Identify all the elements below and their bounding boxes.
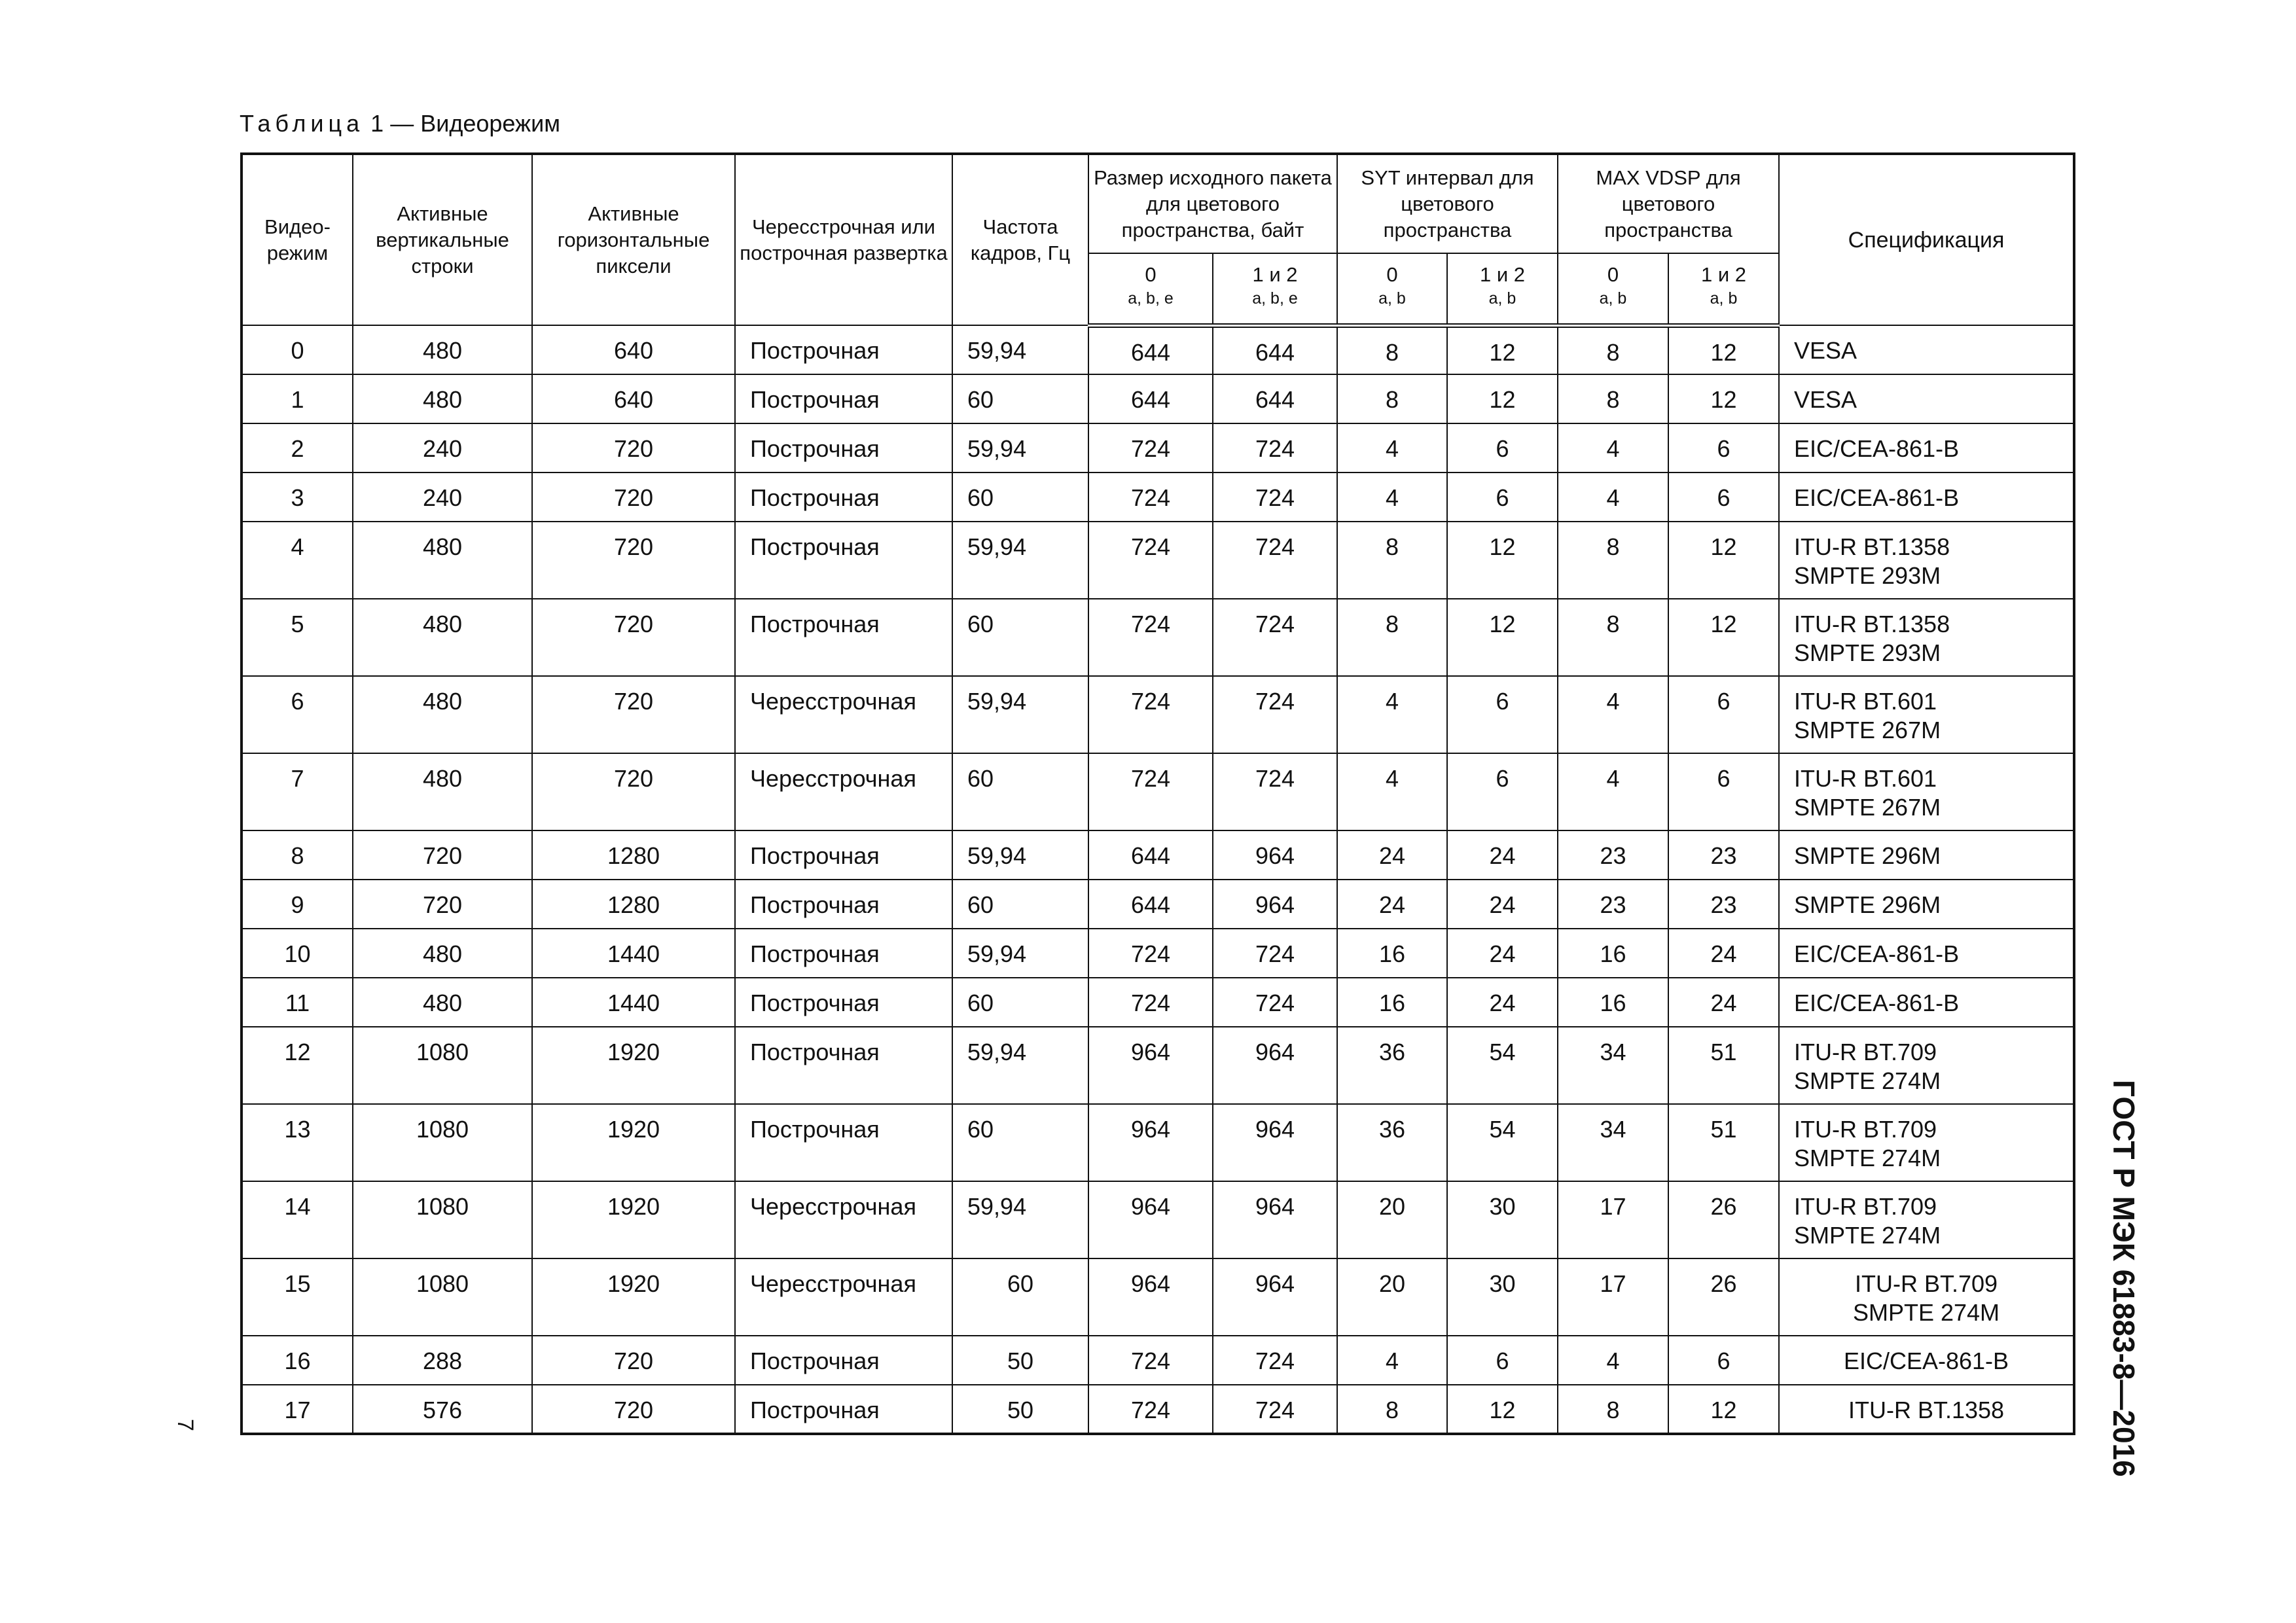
specification-line: SMPTE 267M (1794, 794, 1941, 821)
cell-fps: 59,94 (952, 830, 1088, 880)
specification-line: SMPTE 293M (1794, 562, 1941, 589)
cell-syt-0: 24 (1337, 830, 1447, 880)
subheader-label: 0 (1607, 263, 1619, 286)
cell-syt-1-2: 12 (1447, 325, 1558, 374)
cell-packet-1-2: 964 (1213, 1104, 1337, 1181)
cell-scan: Построчная (735, 473, 952, 522)
cell-packet-1-2: 724 (1213, 423, 1337, 473)
cell-horizontal: 720 (532, 423, 735, 473)
cell-vdsp-1-2: 26 (1668, 1258, 1779, 1336)
cell-vdsp-1-2: 12 (1668, 374, 1779, 423)
cell-vertical: 720 (353, 830, 532, 880)
cell-vdsp-1-2: 24 (1668, 978, 1779, 1027)
subheader-syt-1-2 (1447, 253, 1558, 325)
cell-fps: 60 (952, 978, 1088, 1027)
specification-line: EIC/CEA-861-B (1794, 435, 1960, 462)
cell-fps: 60 (952, 473, 1088, 522)
cell-vdsp-0: 8 (1558, 522, 1668, 599)
specification-line: VESA (1794, 386, 1857, 413)
cell-mode: 10 (242, 929, 353, 978)
cell-horizontal: 720 (532, 599, 735, 676)
cell-fps: 59,94 (952, 522, 1088, 599)
cell-packet-0: 644 (1088, 830, 1213, 880)
cell-vertical: 480 (353, 599, 532, 676)
cell-fps: 59,94 (952, 423, 1088, 473)
cell-scan: Построчная (735, 325, 952, 374)
cell-syt-1-2: 24 (1447, 830, 1558, 880)
subheader-packet-1-2 (1213, 253, 1337, 325)
cell-vertical: 480 (353, 374, 532, 423)
cell-syt-1-2: 30 (1447, 1181, 1558, 1258)
header-frame-rate: Частота кадров, Гц (952, 154, 1088, 325)
cell-mode: 15 (242, 1258, 353, 1336)
subheader-note: a, b, e (1252, 289, 1298, 308)
cell-packet-0: 724 (1088, 1385, 1213, 1434)
specification-line: SMPTE 296M (1794, 891, 1941, 918)
cell-mode: 1 (242, 374, 353, 423)
cell-vdsp-1-2: 12 (1668, 325, 1779, 374)
cell-vertical: 480 (353, 753, 532, 830)
table-row (242, 1258, 2074, 1336)
cell-mode: 16 (242, 1336, 353, 1385)
cell-vdsp-0: 8 (1558, 374, 1668, 423)
cell-vdsp-1-2: 12 (1668, 522, 1779, 599)
cell-vdsp-1-2: 6 (1668, 753, 1779, 830)
cell-packet-1-2: 724 (1213, 522, 1337, 599)
cell-horizontal: 1280 (532, 880, 735, 929)
cell-syt-0: 8 (1337, 522, 1447, 599)
cell-syt-0: 8 (1337, 1385, 1447, 1434)
cell-fps: 50 (952, 1385, 1088, 1434)
cell-fps: 59,94 (952, 1181, 1088, 1258)
table-row (242, 325, 2074, 374)
specification-line: ITU-R BT.1358 (1794, 533, 1950, 560)
table-row (242, 599, 2074, 676)
caption-label: Таблица (240, 110, 365, 137)
cell-specification (1779, 522, 2074, 599)
cell-syt-0: 8 (1337, 599, 1447, 676)
cell-fps: 60 (952, 1258, 1088, 1336)
cell-horizontal: 1920 (532, 1104, 735, 1181)
subheader-syt-0 (1337, 253, 1447, 325)
table-row (242, 880, 2074, 929)
cell-scan: Построчная (735, 880, 952, 929)
specification-line: SMPTE 274M (1794, 1067, 1941, 1094)
cell-specification (1779, 1385, 2074, 1434)
cell-syt-1-2: 12 (1447, 599, 1558, 676)
cell-specification (1779, 423, 2074, 473)
cell-packet-0: 964 (1088, 1104, 1213, 1181)
cell-syt-0: 20 (1337, 1258, 1447, 1336)
cell-packet-1-2: 724 (1213, 599, 1337, 676)
cell-packet-1-2: 964 (1213, 1181, 1337, 1258)
cell-vertical: 480 (353, 325, 532, 374)
cell-fps: 60 (952, 1104, 1088, 1181)
table-row (242, 830, 2074, 880)
specification-line: ITU-R BT.1358 (1794, 611, 1950, 637)
subheader-label: 1 и 2 (1479, 263, 1526, 286)
subheader-label: 1 и 2 (1252, 263, 1298, 286)
cell-vertical: 1080 (353, 1027, 532, 1104)
cell-packet-1-2: 724 (1213, 1385, 1337, 1434)
cell-syt-0: 4 (1337, 1336, 1447, 1385)
cell-packet-0: 964 (1088, 1258, 1213, 1336)
specification-line: ITU-R BT.709 (1794, 1193, 1937, 1220)
cell-mode: 17 (242, 1385, 353, 1434)
cell-scan: Чересстрочная (735, 753, 952, 830)
specification-line: ITU-R BT.1358 (1848, 1397, 2005, 1423)
cell-vdsp-0: 34 (1558, 1104, 1668, 1181)
subheader-vdsp-1-2 (1668, 253, 1779, 325)
cell-mode: 5 (242, 599, 353, 676)
specification-line: ITU-R BT.709 (1794, 1039, 1937, 1065)
cell-scan: Чересстрочная (735, 1181, 952, 1258)
table-row (242, 1027, 2074, 1104)
cell-mode: 2 (242, 423, 353, 473)
caption-number: 1 (370, 110, 384, 137)
cell-specification (1779, 1104, 2074, 1181)
cell-horizontal: 720 (532, 753, 735, 830)
header-specification: Спецификация (1779, 154, 2074, 325)
cell-vdsp-1-2: 12 (1668, 1385, 1779, 1434)
cell-mode: 13 (242, 1104, 353, 1181)
cell-vdsp-1-2: 24 (1668, 929, 1779, 978)
table-row (242, 522, 2074, 599)
specification-line: VESA (1794, 337, 1857, 364)
cell-horizontal: 1440 (532, 929, 735, 978)
cell-fps: 59,94 (952, 1027, 1088, 1104)
cell-packet-0: 724 (1088, 929, 1213, 978)
table-row (242, 423, 2074, 473)
cell-specification (1779, 325, 2074, 374)
cell-mode: 4 (242, 522, 353, 599)
cell-vdsp-0: 17 (1558, 1181, 1668, 1258)
cell-vdsp-0: 16 (1558, 929, 1668, 978)
cell-scan: Построчная (735, 1385, 952, 1434)
caption-dash: — (390, 110, 414, 137)
cell-vdsp-1-2: 6 (1668, 473, 1779, 522)
specification-line: EIC/CEA-861-B (1794, 484, 1960, 511)
cell-vdsp-0: 34 (1558, 1027, 1668, 1104)
cell-specification (1779, 676, 2074, 753)
cell-horizontal: 1920 (532, 1258, 735, 1336)
cell-packet-0: 644 (1088, 325, 1213, 374)
table-row (242, 374, 2074, 423)
cell-packet-0: 724 (1088, 522, 1213, 599)
cell-horizontal: 640 (532, 325, 735, 374)
cell-packet-0: 724 (1088, 753, 1213, 830)
cell-packet-1-2: 724 (1213, 978, 1337, 1027)
table-row (242, 1336, 2074, 1385)
specification-line: SMPTE 293M (1794, 639, 1941, 666)
specification-line: EIC/CEA-861-B (1843, 1347, 2009, 1374)
header-syt-interval: SYT интервал для цветового пространства (1337, 154, 1558, 253)
subheader-packet-0 (1088, 253, 1213, 325)
cell-vertical: 240 (353, 473, 532, 522)
cell-specification (1779, 1181, 2074, 1258)
specification-line: ITU-R BT.601 (1794, 688, 1937, 715)
header-vertical-lines: Активные вертикальные строки (353, 154, 532, 325)
cell-packet-0: 964 (1088, 1181, 1213, 1258)
cell-vertical: 720 (353, 880, 532, 929)
cell-packet-0: 964 (1088, 1027, 1213, 1104)
cell-syt-0: 36 (1337, 1104, 1447, 1181)
cell-vdsp-0: 4 (1558, 1336, 1668, 1385)
cell-fps: 60 (952, 753, 1088, 830)
cell-vdsp-0: 8 (1558, 599, 1668, 676)
cell-horizontal: 720 (532, 676, 735, 753)
cell-vdsp-1-2: 23 (1668, 880, 1779, 929)
cell-fps: 59,94 (952, 929, 1088, 978)
cell-packet-0: 724 (1088, 599, 1213, 676)
cell-syt-1-2: 30 (1447, 1258, 1558, 1336)
cell-scan: Чересстрочная (735, 1258, 952, 1336)
cell-syt-1-2: 54 (1447, 1027, 1558, 1104)
cell-scan: Построчная (735, 522, 952, 599)
cell-mode: 7 (242, 753, 353, 830)
cell-vdsp-0: 4 (1558, 753, 1668, 830)
cell-syt-0: 4 (1337, 676, 1447, 753)
cell-packet-1-2: 644 (1213, 325, 1337, 374)
cell-vertical: 480 (353, 522, 532, 599)
cell-horizontal: 720 (532, 473, 735, 522)
subheader-note: a, b (1599, 289, 1627, 308)
header-packet-size: Размер исходного пакета для цветового пространства, байт (1088, 154, 1337, 253)
specification-line: SMPTE 267M (1794, 717, 1941, 743)
cell-specification (1779, 978, 2074, 1027)
cell-vertical: 576 (353, 1385, 532, 1434)
cell-syt-1-2: 12 (1447, 1385, 1558, 1434)
cell-scan: Построчная (735, 599, 952, 676)
cell-scan: Построчная (735, 830, 952, 880)
cell-specification (1779, 880, 2074, 929)
specification-line: EIC/CEA-861-B (1794, 940, 1960, 967)
cell-specification (1779, 374, 2074, 423)
cell-mode: 0 (242, 325, 353, 374)
cell-vdsp-1-2: 12 (1668, 599, 1779, 676)
cell-vertical: 240 (353, 423, 532, 473)
cell-vertical: 480 (353, 676, 532, 753)
cell-packet-0: 724 (1088, 1336, 1213, 1385)
cell-syt-1-2: 6 (1447, 676, 1558, 753)
cell-syt-1-2: 6 (1447, 473, 1558, 522)
cell-vertical: 480 (353, 978, 532, 1027)
cell-vdsp-0: 4 (1558, 423, 1668, 473)
cell-syt-0: 20 (1337, 1181, 1447, 1258)
cell-specification (1779, 929, 2074, 978)
header-video-mode: Видео-режим (242, 154, 353, 325)
cell-horizontal: 720 (532, 1385, 735, 1434)
cell-syt-0: 4 (1337, 473, 1447, 522)
cell-fps: 59,94 (952, 325, 1088, 374)
cell-specification (1779, 1336, 2074, 1385)
cell-vdsp-0: 4 (1558, 676, 1668, 753)
cell-packet-0: 724 (1088, 978, 1213, 1027)
cell-specification (1779, 1258, 2074, 1336)
cell-vdsp-1-2: 6 (1668, 423, 1779, 473)
specification-line: ITU-R BT.601 (1794, 765, 1937, 792)
cell-syt-1-2: 12 (1447, 522, 1558, 599)
cell-vertical: 288 (353, 1336, 532, 1385)
cell-vdsp-0: 23 (1558, 830, 1668, 880)
cell-horizontal: 1440 (532, 978, 735, 1027)
cell-vdsp-0: 17 (1558, 1258, 1668, 1336)
cell-scan: Построчная (735, 374, 952, 423)
subheader-note: a, b (1488, 289, 1516, 308)
table-row (242, 1104, 2074, 1181)
cell-packet-1-2: 724 (1213, 473, 1337, 522)
cell-packet-1-2: 964 (1213, 1027, 1337, 1104)
table-row (242, 1385, 2074, 1434)
cell-packet-0: 724 (1088, 676, 1213, 753)
cell-packet-1-2: 644 (1213, 374, 1337, 423)
header-scan-type: Чересстрочная или построчная развертка (735, 154, 952, 325)
cell-fps: 60 (952, 599, 1088, 676)
cell-scan: Построчная (735, 1104, 952, 1181)
cell-vertical: 1080 (353, 1104, 532, 1181)
caption-title: Видеорежим (420, 110, 560, 137)
cell-packet-1-2: 724 (1213, 1336, 1337, 1385)
cell-specification (1779, 830, 2074, 880)
cell-specification (1779, 753, 2074, 830)
cell-vdsp-1-2: 6 (1668, 676, 1779, 753)
cell-syt-0: 16 (1337, 978, 1447, 1027)
subheader-vdsp-0 (1558, 253, 1668, 325)
cell-syt-1-2: 6 (1447, 423, 1558, 473)
cell-vdsp-1-2: 6 (1668, 1336, 1779, 1385)
specification-line: SMPTE 274M (1794, 1145, 1941, 1171)
cell-horizontal: 720 (532, 1336, 735, 1385)
cell-packet-1-2: 964 (1213, 830, 1337, 880)
cell-vdsp-0: 8 (1558, 1385, 1668, 1434)
cell-specification (1779, 473, 2074, 522)
specification-line: SMPTE 274M (1852, 1299, 2000, 1326)
cell-packet-1-2: 724 (1213, 676, 1337, 753)
subheader-note: a, b, e (1128, 289, 1174, 308)
specification-line: SMPTE 274M (1794, 1222, 1941, 1249)
cell-syt-1-2: 24 (1447, 929, 1558, 978)
cell-vdsp-1-2: 23 (1668, 830, 1779, 880)
cell-mode: 14 (242, 1181, 353, 1258)
table-caption (240, 110, 560, 137)
cell-scan: Построчная (735, 978, 952, 1027)
cell-vdsp-1-2: 51 (1668, 1027, 1779, 1104)
subheader-note: a, b (1378, 289, 1406, 308)
cell-vertical: 1080 (353, 1258, 532, 1336)
cell-mode: 9 (242, 880, 353, 929)
specification-line: ITU-R BT.709 (1794, 1116, 1937, 1143)
cell-horizontal: 640 (532, 374, 735, 423)
cell-syt-1-2: 12 (1447, 374, 1558, 423)
cell-vdsp-0: 4 (1558, 473, 1668, 522)
cell-syt-0: 36 (1337, 1027, 1447, 1104)
cell-vertical: 1080 (353, 1181, 532, 1258)
cell-mode: 6 (242, 676, 353, 753)
cell-vdsp-0: 8 (1558, 325, 1668, 374)
specification-line: EIC/CEA-861-B (1794, 990, 1960, 1016)
cell-syt-1-2: 6 (1447, 753, 1558, 830)
cell-syt-1-2: 24 (1447, 880, 1558, 929)
cell-scan: Построчная (735, 1027, 952, 1104)
cell-scan: Построчная (735, 423, 952, 473)
subheader-label: 1 и 2 (1700, 263, 1747, 286)
cell-specification (1779, 599, 2074, 676)
cell-syt-0: 24 (1337, 880, 1447, 929)
cell-fps: 60 (952, 374, 1088, 423)
header-horizontal-pixels: Активные горизонтальные пиксели (532, 154, 735, 325)
cell-packet-1-2: 724 (1213, 929, 1337, 978)
subheader-note: a, b (1710, 289, 1738, 308)
page-number-text: 7 (173, 1419, 198, 1431)
subheader-label: 0 (1145, 263, 1157, 286)
cell-mode: 8 (242, 830, 353, 880)
cell-scan: Построчная (735, 1336, 952, 1385)
cell-packet-1-2: 964 (1213, 880, 1337, 929)
cell-horizontal: 1920 (532, 1181, 735, 1258)
cell-scan: Чересстрочная (735, 676, 952, 753)
cell-packet-1-2: 964 (1213, 1258, 1337, 1336)
cell-vdsp-1-2: 26 (1668, 1181, 1779, 1258)
cell-packet-0: 644 (1088, 374, 1213, 423)
cell-syt-1-2: 6 (1447, 1336, 1558, 1385)
cell-packet-0: 724 (1088, 423, 1213, 473)
cell-packet-1-2: 724 (1213, 753, 1337, 830)
table-row (242, 473, 2074, 522)
cell-syt-0: 8 (1337, 374, 1447, 423)
cell-mode: 11 (242, 978, 353, 1027)
table-row (242, 753, 2074, 830)
cell-packet-0: 724 (1088, 473, 1213, 522)
table-row (242, 978, 2074, 1027)
cell-syt-0: 4 (1337, 753, 1447, 830)
video-mode-table (240, 152, 2075, 1435)
table-row (242, 1181, 2074, 1258)
cell-syt-1-2: 24 (1447, 978, 1558, 1027)
cell-horizontal: 720 (532, 522, 735, 599)
cell-syt-1-2: 54 (1447, 1104, 1558, 1181)
specification-line: ITU-R BT.709 (1854, 1270, 1998, 1297)
cell-vertical: 480 (353, 929, 532, 978)
cell-fps: 59,94 (952, 676, 1088, 753)
cell-mode: 3 (242, 473, 353, 522)
cell-packet-0: 644 (1088, 880, 1213, 929)
cell-vdsp-0: 16 (1558, 978, 1668, 1027)
cell-mode: 12 (242, 1027, 353, 1104)
table-row (242, 676, 2074, 753)
cell-syt-0: 4 (1337, 423, 1447, 473)
table-row (242, 929, 2074, 978)
cell-horizontal: 1280 (532, 830, 735, 880)
cell-specification (1779, 1027, 2074, 1104)
cell-scan: Построчная (735, 929, 952, 978)
cell-fps: 50 (952, 1336, 1088, 1385)
subheader-label: 0 (1386, 263, 1398, 286)
cell-fps: 60 (952, 880, 1088, 929)
cell-vdsp-0: 23 (1558, 880, 1668, 929)
cell-vdsp-1-2: 51 (1668, 1104, 1779, 1181)
cell-horizontal: 1920 (532, 1027, 735, 1104)
header-max-vdsp: MAX VDSP для цветового пространства (1558, 154, 1779, 253)
specification-line: SMPTE 296M (1794, 842, 1941, 869)
document-code-text: ГОСТ Р МЭК 61883-8—2016 (2107, 1080, 2141, 1477)
cell-syt-0: 8 (1337, 325, 1447, 374)
cell-syt-0: 16 (1337, 929, 1447, 978)
